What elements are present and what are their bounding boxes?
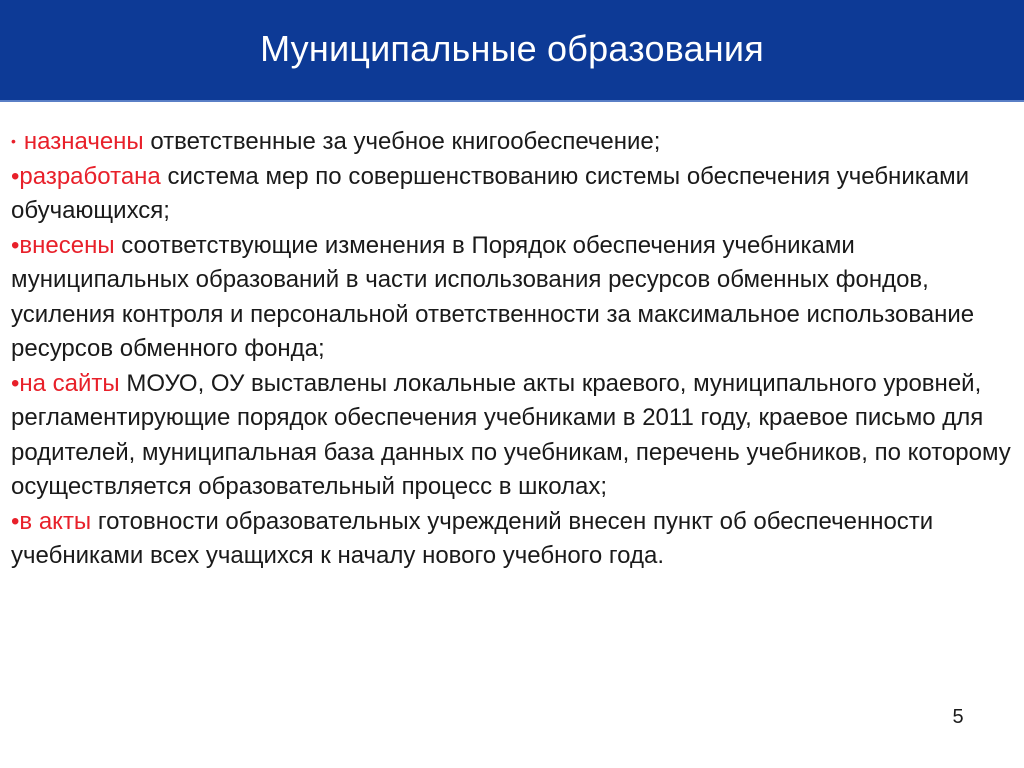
page-number: 5 [952,706,964,728]
bullet-highlight: внесены [19,231,115,259]
bullet-marker: • [11,133,16,149]
bullet-list [11,124,1016,574]
slide-title: Муниципальные образования [260,28,764,69]
bullet-text: система мер по совершенствованию системы обеспечения учебниками обучающихся; [11,162,969,224]
bullet-marker: • [11,507,20,535]
title-bar [0,0,1024,102]
bullet-highlight: назначены [23,128,144,155]
bullet-text: готовности образовательных учреждений внесен пункт об обеспеченности учебниками всех учащихся к началу нового учебного года. [11,507,934,569]
bullet-item [11,160,1016,229]
bullet-item [11,124,1016,160]
bullet-marker: • [11,369,20,397]
bullet-highlight: разработана [19,162,161,190]
bullet-text: ответственные за учебное книгообеспечение; [143,128,661,155]
bullet-text: МОУО, ОУ выставлены локальные акты краевого, муниципального уровней, регламентирующие порядок обеспечения учебниками в 2011 году, краевое письмо для родителей, муниципальная база данных по учебникам, перечень учебников, по которому осуществляется образовательный процесс в школах; [11,369,1011,500]
bullet-text: соответствующие изменения в Порядок обеспечения учебниками муниципальных образований в части использования ресурсов обменных фондов, усиления контроля и персональной ответственности за максимальное использование ресурсов обменного фонда; [11,231,975,362]
bullet-highlight: на сайты [19,369,120,397]
bullet-highlight: в акты [19,507,92,535]
bullet-item [11,505,1016,574]
bullet-item [11,367,1016,505]
bullet-item [11,229,1016,367]
bullet-marker: • [11,162,20,190]
bullet-marker: • [11,231,20,259]
